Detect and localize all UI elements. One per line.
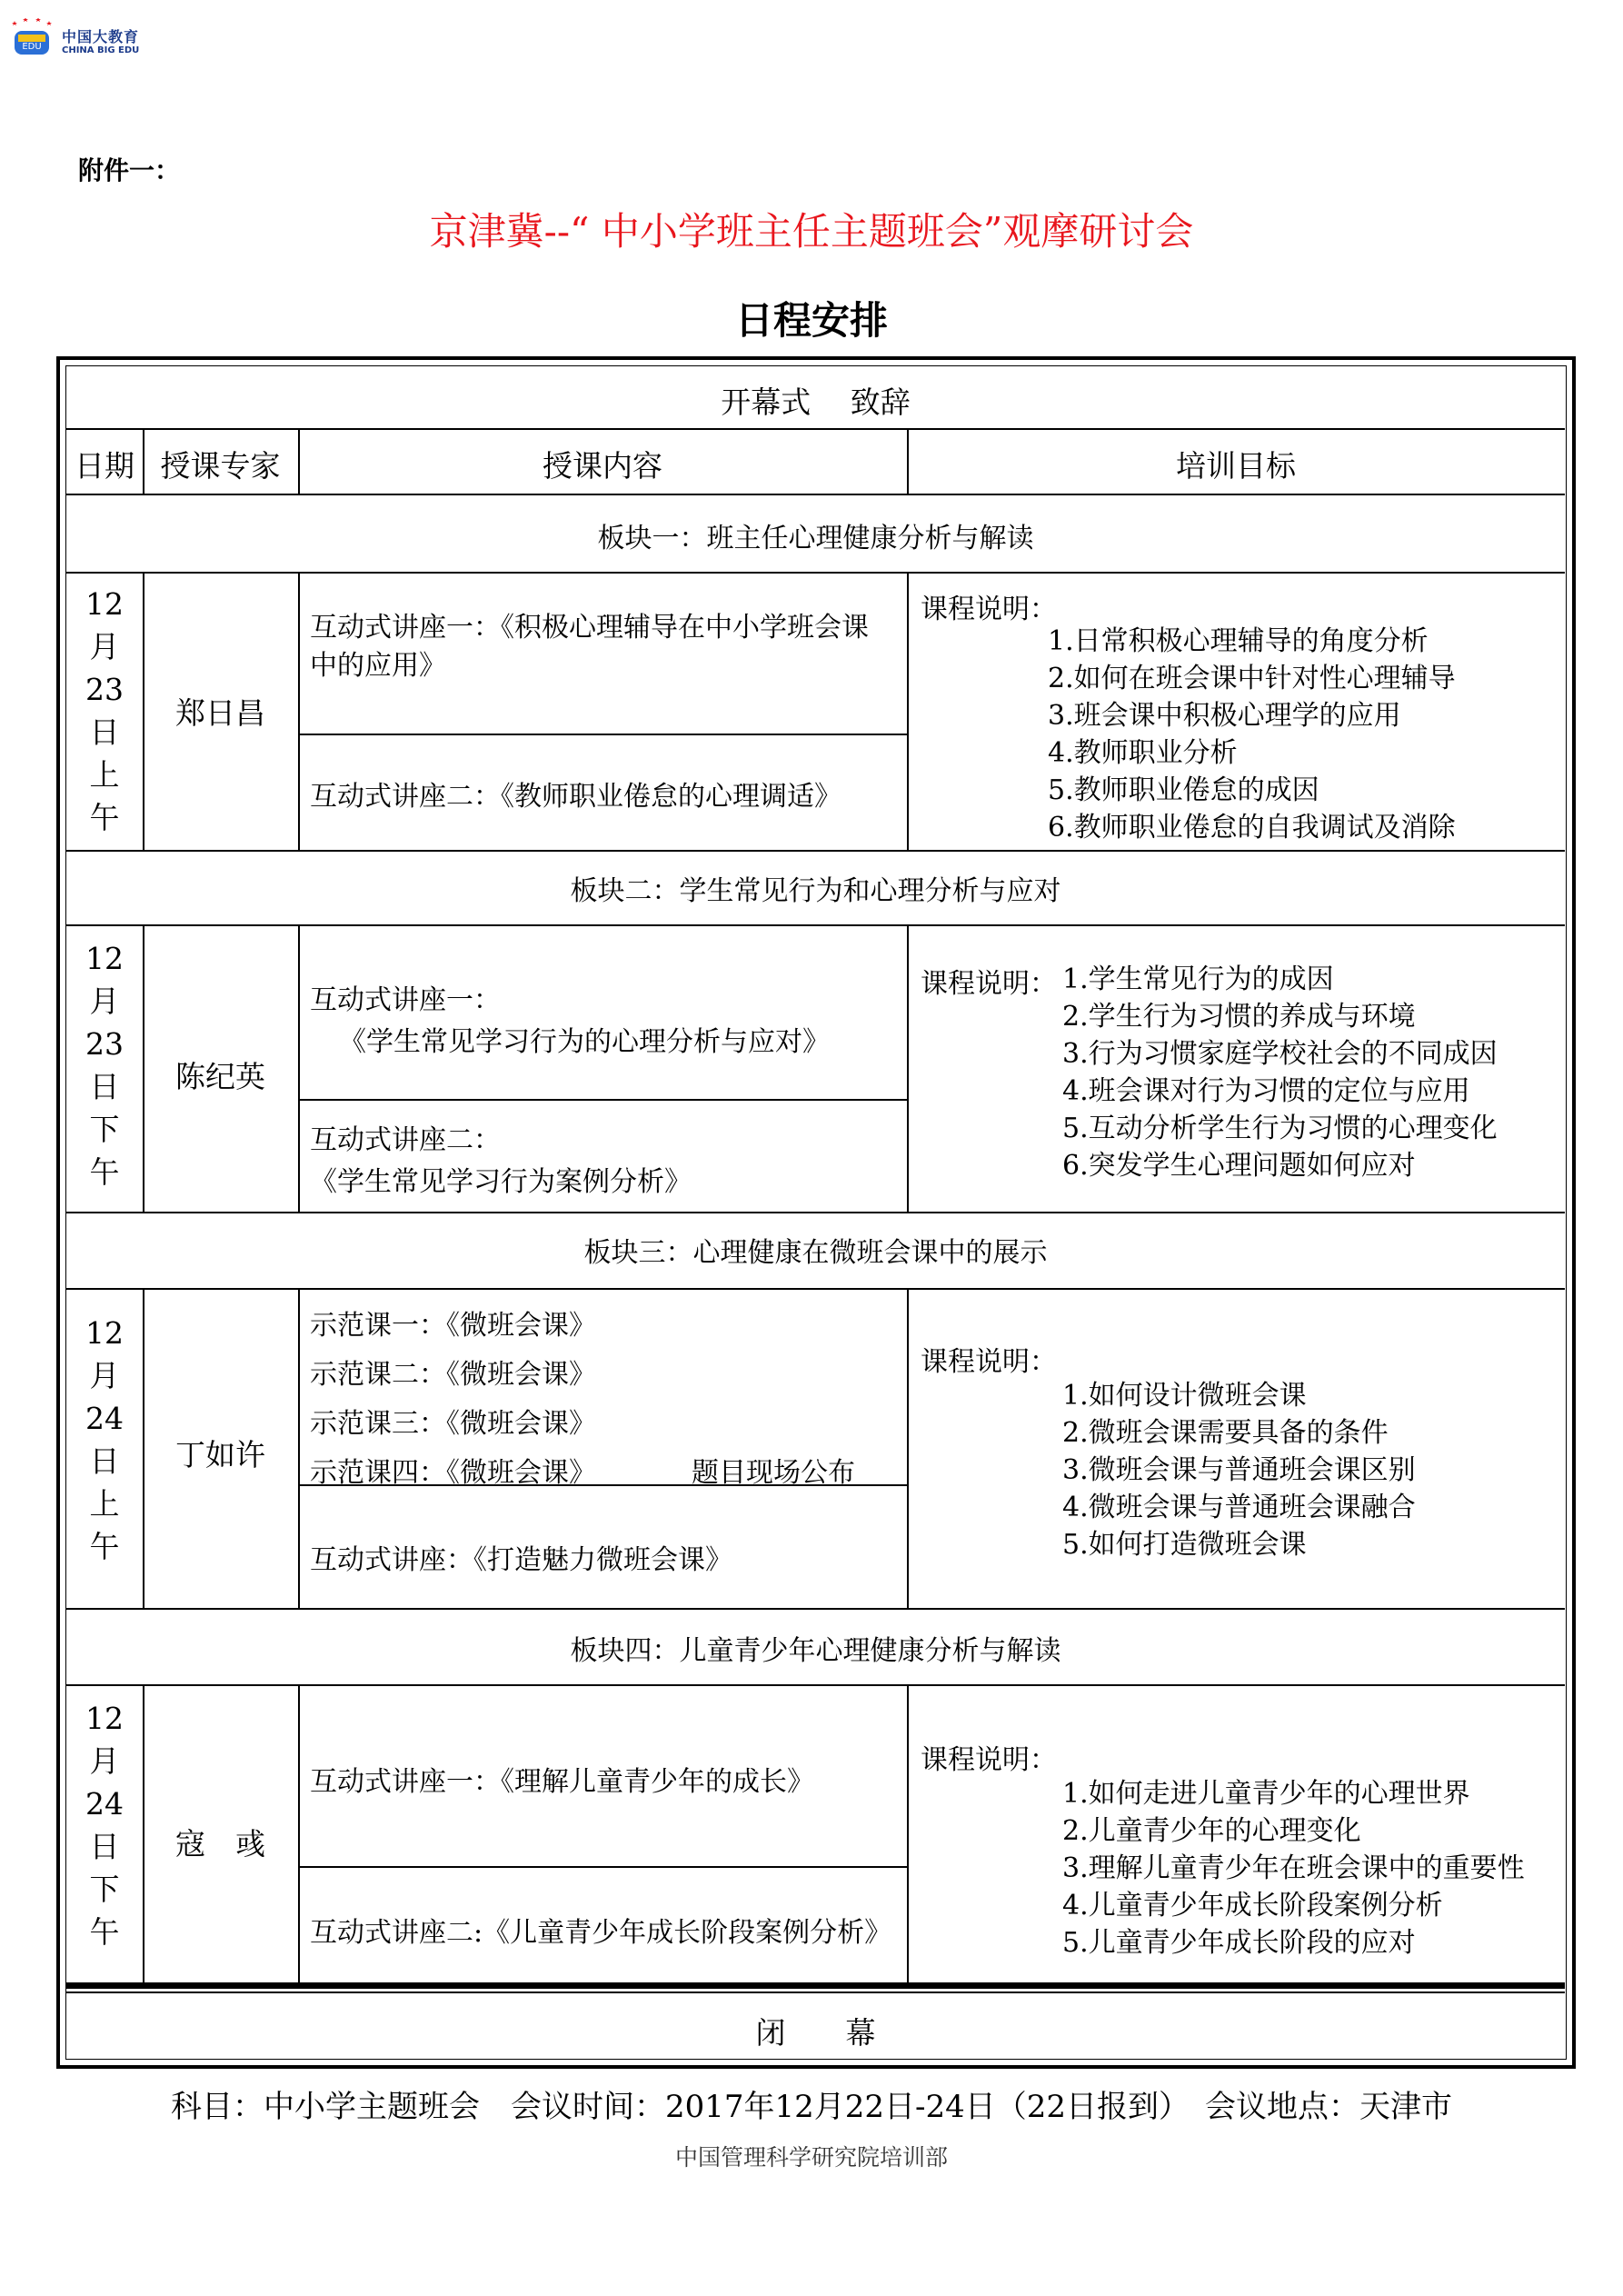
lecture-note: 题目现场公布 (692, 1457, 855, 1489)
section-date: 12 月 23 日 下 午 (85, 941, 124, 1190)
header-expert: 授课专家 (160, 448, 281, 484)
lecture-item: 互动式讲座二：《教师职业倦怠的心理调适》 (310, 781, 841, 813)
section-title: 板块一：班主任心理健康分析与解读 (597, 523, 1034, 554)
organizer: 中国管理科学研究院培训部 (674, 2144, 948, 2171)
schedule-table (56, 356, 1576, 2069)
goal-label: 课程说明： (921, 968, 1057, 1000)
logo (9, 13, 164, 58)
logo-icon (9, 18, 55, 58)
lecture-item: 互动式讲座：《打造魅力微班会课》 (310, 1544, 732, 1576)
lecture-item: 示范课三：《微班会课》 (310, 1408, 596, 1440)
lecture-item: 互动式讲座二:《儿童青少年成长阶段案例分析》 (310, 1917, 892, 1949)
section-title: 板块四：儿童青少年心理健康分析与解读 (570, 1635, 1061, 1667)
lecture-item: 互动式讲座二： (310, 1124, 501, 1156)
page-title: 京津冀--“ 中小学班主任主题班会”观摩研讨会 (429, 209, 1194, 254)
svg-text:EDU: EDU (22, 42, 42, 52)
section-expert: 丁如许 (175, 1437, 265, 1472)
section-expert: 寇 彧 (175, 1826, 265, 1862)
lecture-item: 《学生常见学习行为的心理分析与应对》 (339, 1026, 830, 1058)
goal-list: 1.如何走进儿童青少年的心理世界 2.儿童青少年的心理变化 3.理解儿童青少年在班会课中的重要性 4.儿童青少年成长阶段案例分析 5.儿童青少年成长阶段的应对 (1062, 1778, 1525, 1959)
goal-label: 课程说明： (921, 1744, 1057, 1776)
schedule-table-inner (65, 365, 1567, 2060)
section-date: 12 月 24 日 上 午 (85, 1315, 124, 1564)
lecture-item: 中的应用》 (310, 650, 446, 682)
attachment-label: 附件一： (78, 155, 181, 185)
goal-list: 1.学生常见行为的成因 2.学生行为习惯的养成与环境 3.行为习惯家庭学校社会的不同成因 4.班会课对行为习惯的定位与应用 5.互动分析学生行为习惯的心理变化 6.突发学生心理问题如何应对 (1062, 963, 1498, 1182)
section-title: 板块二：学生常见行为和心理分析与应对 (570, 875, 1061, 907)
meeting-info: 科目：中小学主题班会 会议时间：2017年12月22日-24日（22日报到） 会议地点：天津市 (170, 2089, 1453, 2125)
lecture-item: 示范课二：《微班会课》 (310, 1359, 596, 1391)
lecture-item: 互动式讲座一：《理解儿童青少年的成长》 (310, 1766, 814, 1798)
lecture-item: 示范课一：《微班会课》 (310, 1310, 596, 1342)
section-date: 12 月 23 日 上 午 (85, 586, 124, 835)
header-goal: 培训目标 (1176, 448, 1296, 484)
section-expert: 陈纪英 (175, 1059, 265, 1094)
lecture-item: 《学生常见学习行为案例分析》 (310, 1166, 692, 1198)
lecture-item: 互动式讲座一：《积极心理辅导在中小学班会课 (310, 612, 869, 644)
closing-row: 闭 幕 (755, 2015, 876, 2051)
goal-label: 课程说明： (921, 1346, 1057, 1378)
header-content: 授课内容 (543, 448, 662, 484)
goal-label: 课程说明： (921, 594, 1057, 625)
goal-list: 1.日常积极心理辅导的角度分析 2.如何在班会课中针对性心理辅导 3.班会课中积极心理学的应用 4.教师职业分析 5.教师职业倦怠的成因 6.教师职业倦怠的自我调试及消除 (1048, 625, 1456, 844)
goal-list: 1.如何设计微班会课 2.微班会课需要具备的条件 3.微班会课与普通班会课区别 4.微班会课与普通班会课融合 5.如何打造微班会课 (1062, 1380, 1416, 1561)
logo-subtitle: CHINA BIG EDU (62, 45, 140, 55)
logo-name: 中国大教育 (62, 28, 140, 45)
opening-row: 开幕式 致辞 (721, 384, 911, 420)
lecture-item: 示范课四：《微班会课》 (310, 1457, 596, 1489)
section-expert: 郑日昌 (175, 695, 265, 731)
section-date: 12 月 24 日 下 午 (85, 1701, 124, 1950)
lecture-item: 互动式讲座一： (310, 984, 501, 1016)
page-subtitle: 日程安排 (734, 298, 888, 343)
header-date: 日期 (75, 448, 134, 484)
section-title: 板块三：心理健康在微班会课中的展示 (583, 1237, 1048, 1269)
